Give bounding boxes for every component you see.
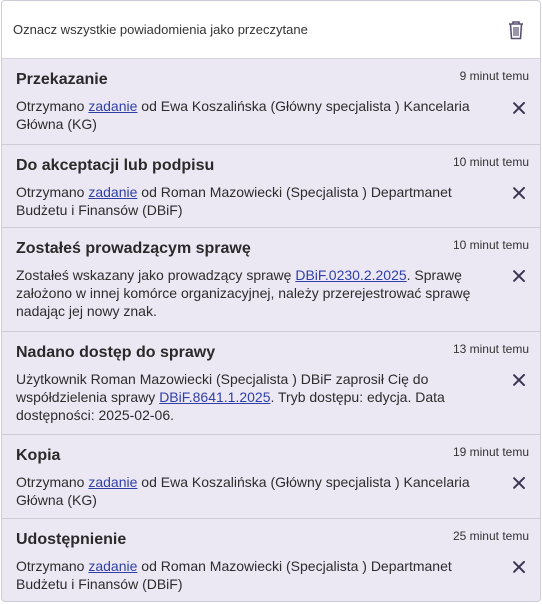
close-icon[interactable]: [512, 186, 526, 200]
mark-all-read-link[interactable]: Oznacz wszystkie powiadomienia jako przeczytane: [13, 22, 308, 37]
body-text: Otrzymano: [16, 98, 89, 114]
body-text: od Ewa Koszalińska (Główny specjalista ) Kancelaria Główna (KG): [16, 98, 470, 132]
notification-item: [2, 519, 540, 602]
notification-body: [16, 97, 526, 133]
notification-time: 19 minut temu: [452, 445, 529, 459]
notification-item: [2, 228, 540, 332]
notification-body: [16, 370, 526, 424]
notification-time: 10 minut temu: [452, 155, 529, 169]
notification-link[interactable]: zadanie: [88, 474, 138, 490]
notification-link[interactable]: zadanie: [88, 558, 138, 574]
body-text: Użytkownik Roman Mazowiecki (Specjalista ) DBiF zaprosił Cię do współdzielenia sprawy: [16, 371, 429, 405]
notifications-header: [2, 1, 540, 59]
notifications-panel: [1, 0, 541, 602]
notification-item: [2, 145, 540, 228]
notification-time: 13 minut temu: [452, 342, 529, 356]
notification-time: 25 minut temu: [452, 529, 529, 543]
close-icon[interactable]: [512, 269, 526, 283]
notification-title: Przekazanie: [16, 71, 108, 88]
close-icon[interactable]: [512, 560, 526, 574]
notification-title: Udostępnienie: [16, 531, 127, 548]
body-text: . Tryb dostępu: edycja. Data dostępności: 2025-02-06.: [16, 389, 445, 423]
notification-body: [16, 266, 526, 320]
notification-list: [2, 59, 540, 602]
body-text: Otrzymano: [16, 558, 89, 574]
trash-icon[interactable]: [504, 18, 528, 42]
body-text: Otrzymano: [16, 474, 89, 490]
body-text: Otrzymano: [16, 184, 89, 200]
body-text: Zostałeś wskazany jako prowadzący sprawę: [16, 267, 296, 283]
notification-link[interactable]: zadanie: [88, 184, 138, 200]
notification-link[interactable]: zadanie: [88, 98, 138, 114]
notification-item: [2, 59, 540, 145]
notification-title: Nadano dostęp do sprawy: [16, 344, 216, 361]
notification-item: [2, 435, 540, 519]
notification-time: 10 minut temu: [452, 238, 529, 252]
notification-body: [16, 473, 526, 509]
notification-title: Zostałeś prowadzącym sprawę: [16, 240, 251, 257]
notification-title: Do akceptacji lub podpisu: [16, 157, 215, 174]
body-text: od Roman Mazowiecki (Specjalista ) Departmanet Budżetu i Finansów (DBiF): [16, 558, 452, 592]
notification-body: [16, 183, 526, 219]
close-icon[interactable]: [512, 373, 526, 387]
notification-time: 9 minut temu: [459, 69, 529, 83]
body-text: od Ewa Koszalińska (Główny specjalista ) Kancelaria Główna (KG): [16, 474, 470, 508]
notification-link[interactable]: DBiF.8641.1.2025: [159, 389, 271, 405]
close-icon[interactable]: [512, 101, 526, 115]
close-icon[interactable]: [512, 476, 526, 490]
notification-item: [2, 332, 540, 435]
body-text: od Roman Mazowiecki (Specjalista ) Departmanet Budżetu i Finansów (DBiF): [16, 184, 452, 218]
notification-title: Kopia: [16, 447, 61, 464]
notification-link[interactable]: DBiF.0230.2.2025: [295, 267, 407, 283]
notification-body: [16, 557, 526, 593]
body-text: . Sprawę założono w innej komórce organizacyjnej, należy przerejestrować sprawę nadając jej nowy znak.: [16, 267, 471, 319]
